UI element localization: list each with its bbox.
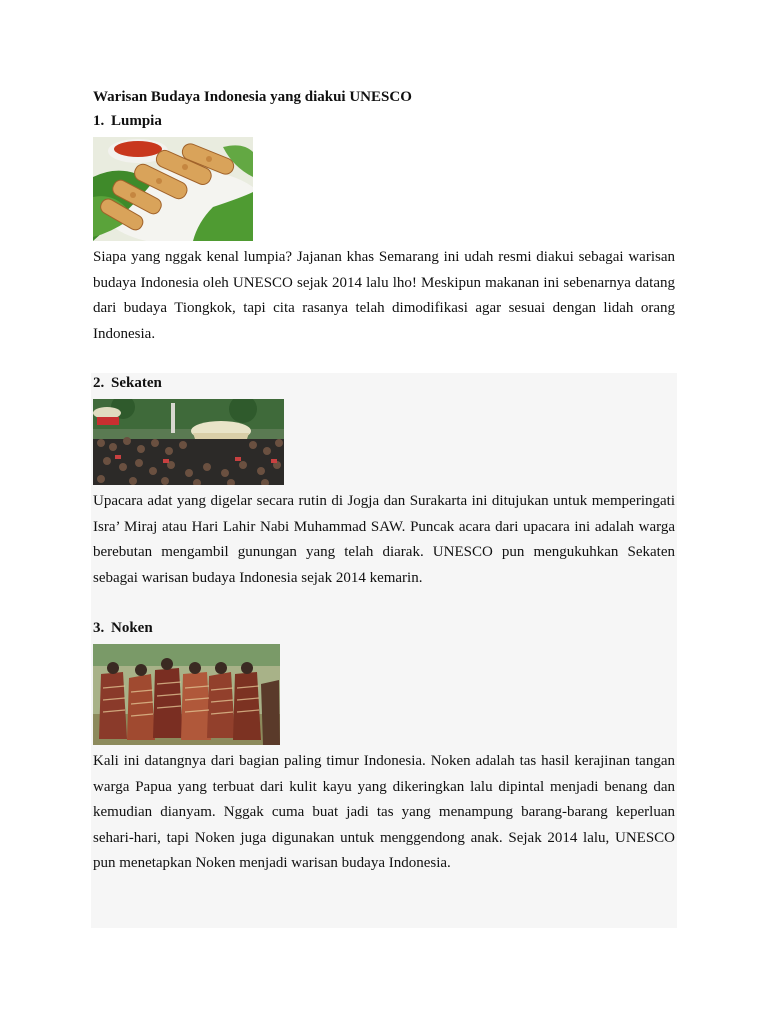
- section-title: Sekaten: [111, 375, 162, 391]
- section-title: Noken: [111, 620, 153, 636]
- section-paragraph-lumpia: Siapa yang nggak kenal lumpia? Jajanan khas Semarang ini udah resmi diakui sebagai warisan budaya Indonesia oleh UNESCO sejak 2014 lalu lho! Meskipun makanan ini sebenarnya datang dari budaya Tiongkok, tapi cita rasanya telah dimodifikasi agar sesuai dengan lidah orang Indonesia.: [93, 249, 675, 342]
- section-number: 2.: [93, 375, 105, 391]
- section-number: 1.: [93, 113, 105, 129]
- noken-photo: [93, 644, 280, 745]
- section-title: Lumpia: [111, 113, 162, 129]
- section-paragraph-noken: Kali ini datangnya dari bagian paling timur Indonesia. Noken adalah tas hasil kerajinan tangan warga Papua yang terbuat dari kulit kayu yang dikeringkan lalu dipintal menjadi benang dan kemudian dianyam. Nggak cuma buat jadi tas yang menampung barang-barang keperluan sehari-hari, tapi Noken juga digunakan untuk menggendong anak. Sejak 2014 lalu, UNESCO pun menetapkan Noken menjadi warisan budaya Indonesia.: [93, 753, 675, 871]
- section-heading-lumpia: [93, 112, 162, 130]
- section-heading-sekaten: [93, 374, 162, 392]
- section-heading-noken: [93, 619, 153, 637]
- document-title: Warisan Budaya Indonesia yang diakui UNESCO: [93, 89, 412, 105]
- sekaten-photo: [93, 399, 284, 485]
- lumpia-photo: [93, 137, 253, 241]
- section-paragraph-sekaten: Upacara adat yang digelar secara rutin di Jogja dan Surakarta ini ditujukan untuk memperingati Isra’ Miraj atau Hari Lahir Nabi Muhammad SAW. Puncak acara dari upacara ini adalah warga berebutan mengambil gunungan yang telah diarak. UNESCO pun mengukuhkan Sekaten sebagai warisan budaya Indonesia sejak 2014 kemarin.: [93, 493, 675, 586]
- section-number: 3.: [93, 620, 105, 636]
